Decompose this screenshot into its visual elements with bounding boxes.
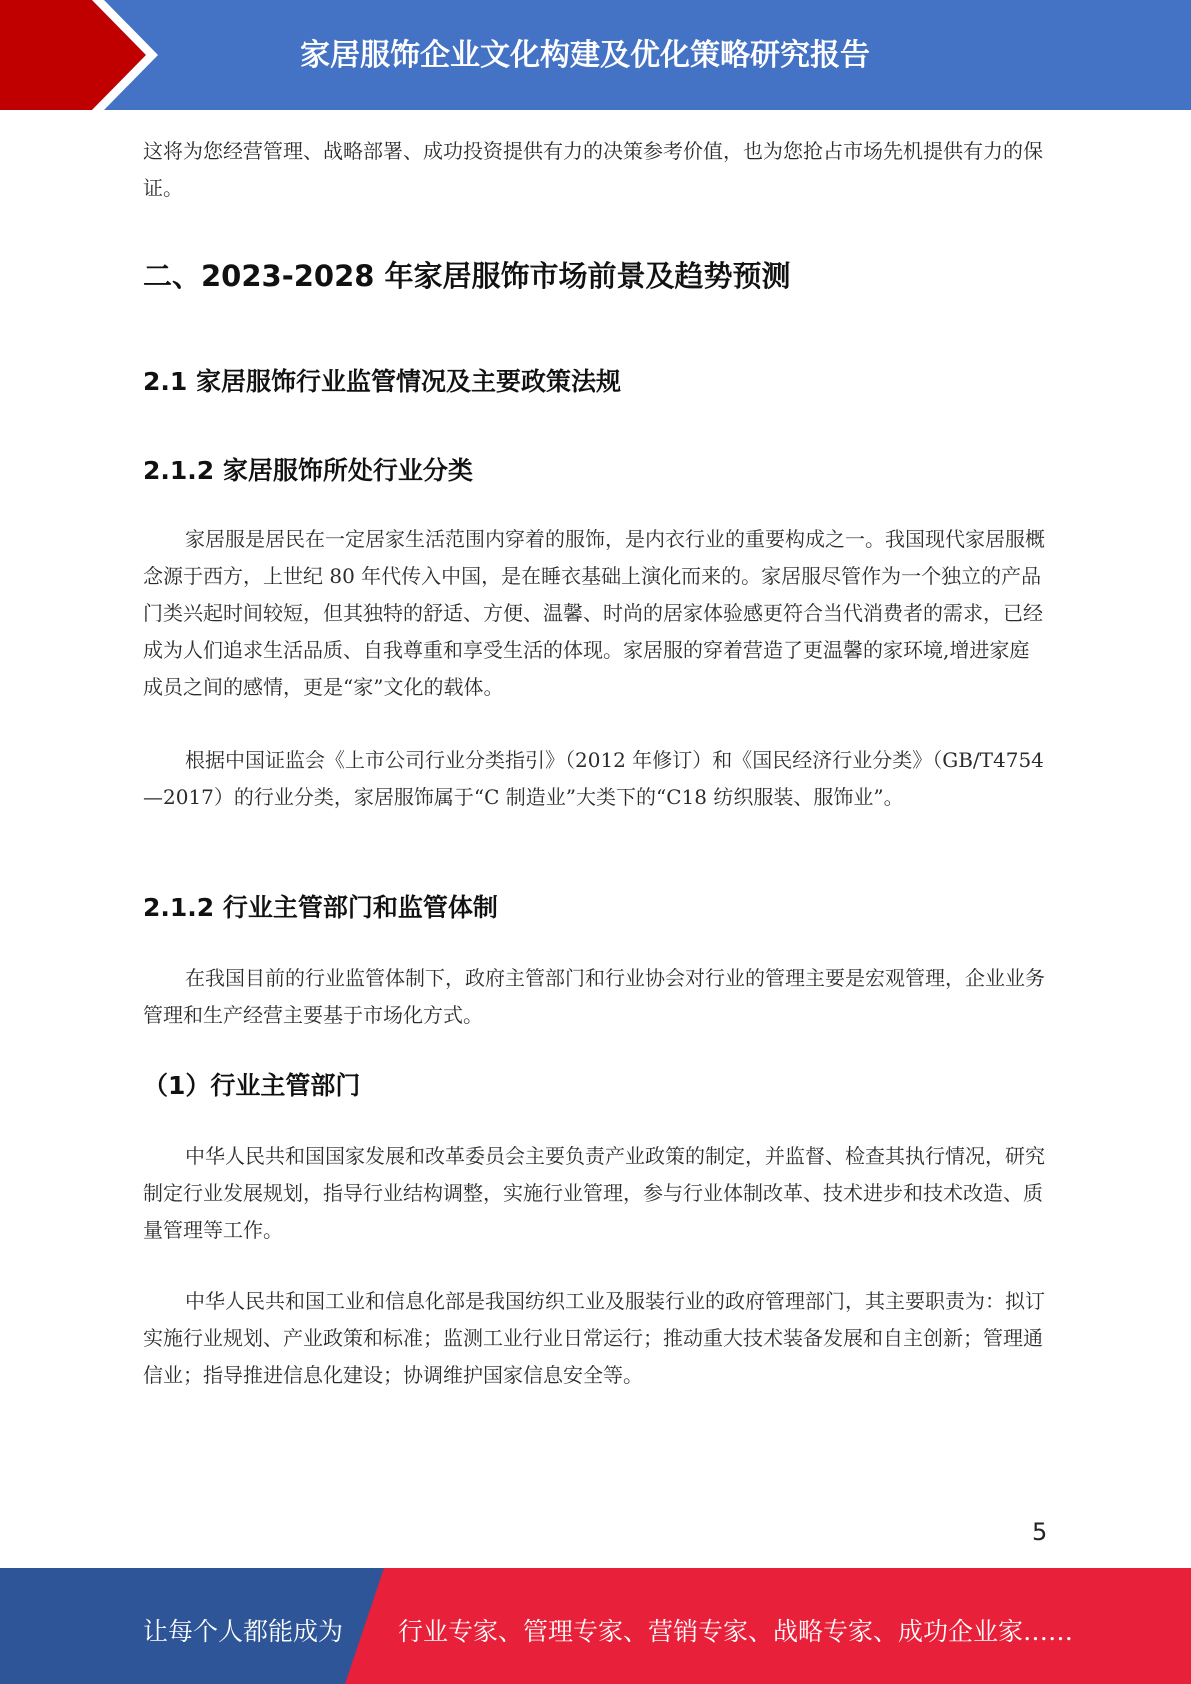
page-number: 5	[1032, 1518, 1048, 1546]
classification-paragraph-1: 家居服是居民在一定居家生活范围内穿着的服饰，是内衣行业的重要构成之一。我国现代家居服概念源于西方，上世纪 80 年代传入中国，是在睡衣基础上演化而来的。家居服尽管作为一个独立的产品门类兴起时间较短，但其独特的舒适、方便、温馨、时尚的居家体验感更符合当代消费者的需求，已经成为人们追求生活品质、自我尊重和享受生活的体现。家居服的穿着营造了更温馨的家环境,增进家庭成员之间的感情，更是“家”文化的载体。	[143, 527, 1045, 699]
intro-paragraph-block	[143, 133, 1045, 207]
authorities-paragraph-1: 中华人民共和国国家发展和改革委员会主要负责产业政策的制定，并监督、检查其执行情况，研究制定行业发展规划，指导行业结构调整，实施行业管理，参与行业体制改革、技术进步和技术改造、质量管理等工作。	[143, 1144, 1045, 1242]
regulation-paragraph: 在我国目前的行业监管体制下，政府主管部门和行业协会对行业的管理主要是宏观管理，企业业务管理和生产经营主要基于市场化方式。	[143, 966, 1045, 1027]
sub-subsection-heading-classification: 2.1.2 家居服饰所处行业分类	[143, 456, 473, 485]
sub-subsection-heading-regulation: 2.1.2 行业主管部门和监管体制	[143, 893, 498, 922]
subsection-heading: 2.1 家居服饰行业监管情况及主要政策法规	[143, 367, 621, 396]
footer-slogan-left: 让每个人都能成为	[143, 1617, 344, 1646]
section-heading: 二、2023-2028 年家居服饰市场前景及趋势预测	[143, 259, 791, 293]
authorities-paragraph-2-block	[143, 1283, 1045, 1394]
footer-slogan-right: 行业专家、管理专家、营销专家、战略专家、成功企业家……	[398, 1617, 1074, 1646]
classification-paragraph-2-block	[143, 742, 1045, 816]
intro-paragraph: 这将为您经营管理、战略部署、成功投资提供有力的决策参考价值，也为您抢占市场先机提供有力的保证。	[143, 139, 1043, 200]
classification-paragraph-2: 根据中国证监会《上市公司行业分类指引》（2012 年修订）和《国民经济行业分类》（GB/T4754—2017）的行业分类，家居服饰属于“C 制造业”大类下的“C18 纺织服装、服饰业”。	[143, 748, 1044, 809]
classification-paragraph-1-block	[143, 521, 1045, 706]
report-title: 家居服饰企业文化构建及优化策略研究报告	[300, 38, 870, 73]
item-heading-authorities: （1）行业主管部门	[143, 1071, 361, 1100]
page-footer	[0, 1568, 1191, 1684]
regulation-paragraph-block	[143, 960, 1045, 1034]
page-header	[0, 0, 1191, 110]
authorities-paragraph-1-block	[143, 1138, 1045, 1249]
authorities-paragraph-2: 中华人民共和国工业和信息化部是我国纺织工业及服装行业的政府管理部门，其主要职责为：拟订实施行业规划、产业政策和标准；监测工业行业日常运行；推动重大技术装备发展和自主创新；管理通信业；指导推进信息化建设；协调维护国家信息安全等。	[143, 1289, 1045, 1387]
